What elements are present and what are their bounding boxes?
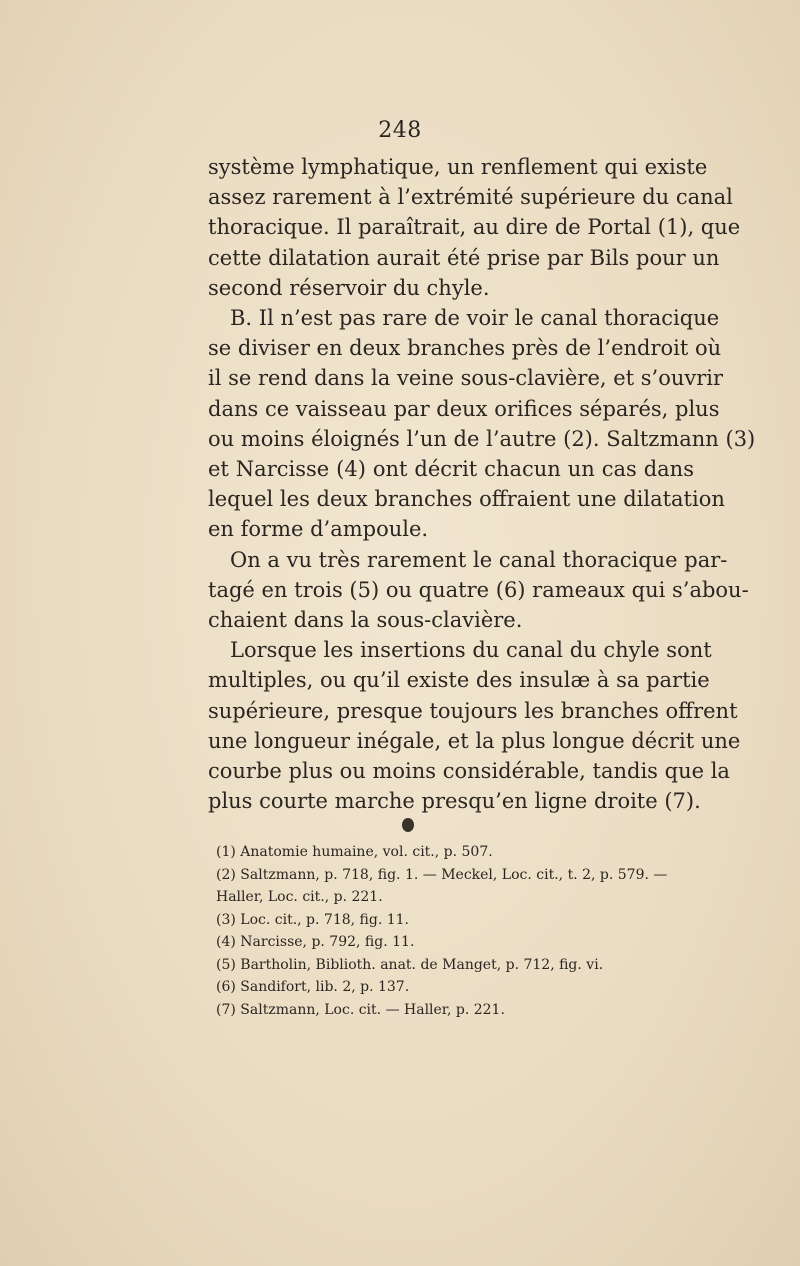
footnote: (7) Saltzmann, Loc. cit. — Haller, p. 221.	[216, 1001, 505, 1018]
page-number: 248	[378, 118, 422, 143]
footnote: Haller, Loc. cit., p. 221.	[216, 889, 383, 905]
footnote: (3) Loc. cit., p. 718, fig. 11.	[216, 911, 409, 928]
body-text	[208, 152, 756, 816]
text-line: thoracique. Il paraîtrait, au dire de Portal (1), que	[208, 215, 741, 240]
footnote: (1) Anatomie humaine, vol. cit., p. 507.	[216, 844, 493, 860]
text-line: On a vu très rarement le canal thoracique par-	[230, 547, 728, 572]
text-line: en forme d’ampoule.	[208, 517, 429, 542]
paragraph	[208, 303, 756, 545]
footnote: (5) Bartholin, Biblioth. anat. de Manget, p. 712, fig. vi.	[216, 956, 604, 973]
text-line: une longueur inégale, et la plus longue décrit une	[208, 728, 741, 753]
paragraph	[208, 152, 741, 303]
text-line: dans ce vaisseau par deux orifices séparés, plus	[208, 396, 720, 421]
text-line: assez rarement à l’extrémité supérieure du canal	[208, 185, 733, 210]
text-line: se diviser en deux branches près de l’endroit où	[208, 336, 722, 361]
footnote: (2) Saltzmann, p. 718, fig. 1. — Meckel, Loc. cit., t. 2, p. 579. —	[216, 866, 668, 883]
text-line: courbe plus ou moins considérable, tandis que la	[208, 759, 730, 784]
text-line: et Narcisse (4) ont décrit chacun un cas dans	[208, 457, 694, 482]
text-line: il se rend dans la veine sous-clavière, et s’ouvrir	[208, 366, 724, 391]
text-line: tagé en trois (5) ou quatre (6) rameaux qui s’abou-	[208, 577, 749, 602]
text-line: B. Il n’est pas rare de voir le canal thoracique	[230, 306, 720, 331]
footnotes	[216, 841, 698, 1021]
paragraph	[208, 545, 749, 636]
footnote: (4) Narcisse, p. 792, fig. 11.	[216, 934, 415, 950]
text-line: multiples, ou qu’il existe des insulæ à sa partie	[208, 668, 710, 693]
text-line: lequel les deux branches offraient une dilatation	[208, 487, 725, 512]
text-line: système lymphatique, un renflement qui existe	[208, 155, 708, 179]
text-line: cette dilatation aurait été prise par Bils pour un	[208, 245, 720, 270]
text-line: second réservoir du chyle.	[208, 275, 490, 300]
footnote: (6) Sandifort, lib. 2, p. 137.	[216, 979, 410, 995]
text-line: ou moins éloignés l’un de l’autre (2). Saltzmann (3)	[208, 426, 756, 451]
paragraph	[208, 635, 741, 816]
text-line: chaient dans la sous-clavière.	[208, 608, 523, 633]
text-line: Lorsque les insertions du canal du chyle sont	[230, 638, 712, 663]
section-ornament	[402, 818, 414, 832]
text-line: plus courte marche presqu’en ligne droite (7).	[208, 789, 701, 814]
text-line: supérieure, presque toujours les branches offrent	[208, 698, 738, 723]
